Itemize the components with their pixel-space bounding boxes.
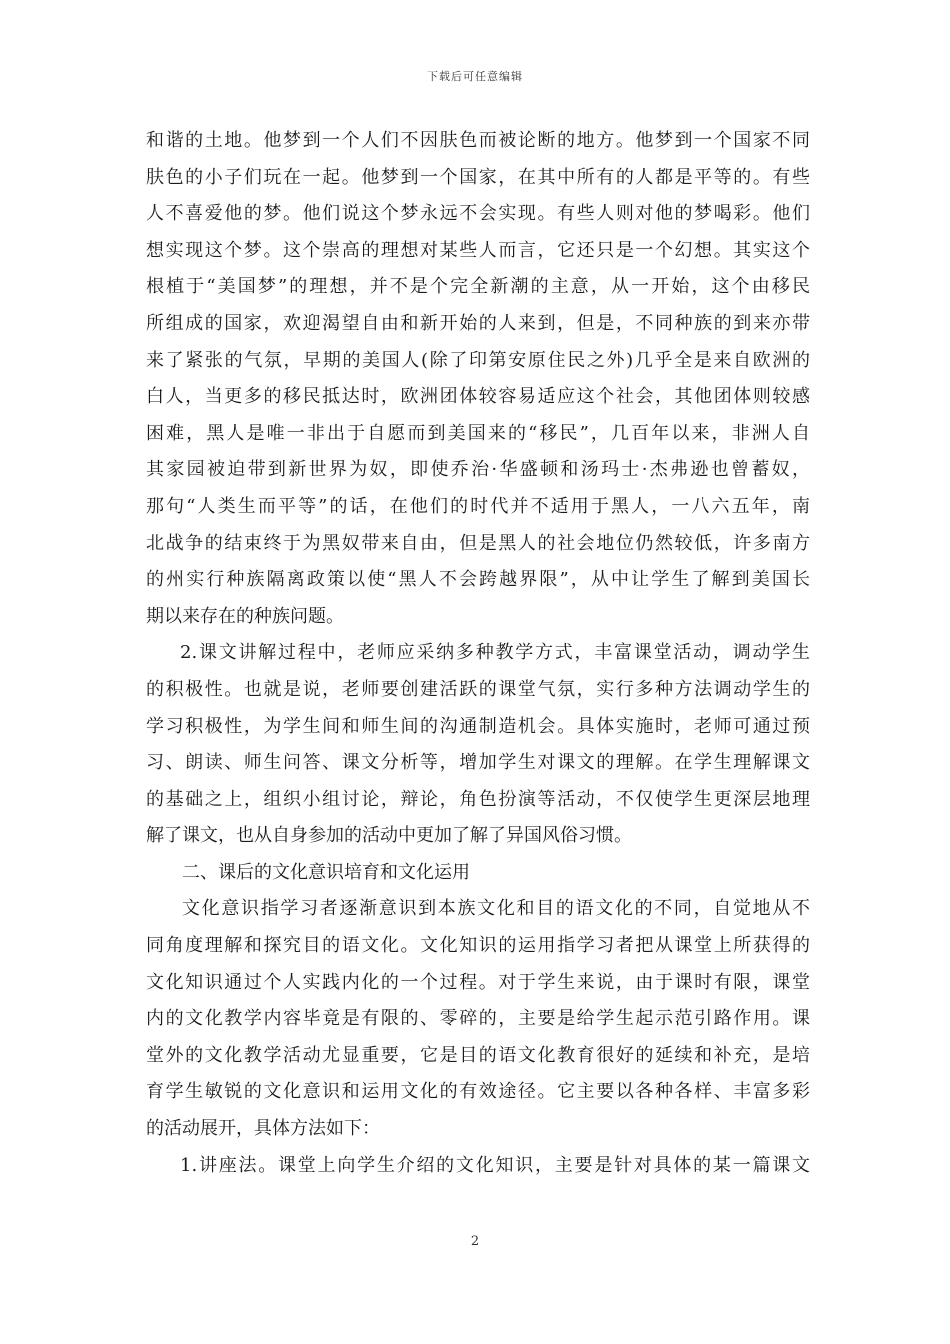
text-line: 那句“人类生而平等”的话，在他们的时代并不适用于黑人，一八六五年，南: [146, 495, 810, 517]
text-line: 同角度理解和探究目的语文化。文化知识的运用指学习者把从课堂上所获得的: [146, 935, 810, 957]
text-line: 解了课文，也从自身参加的活动中更加了解了异国风俗习惯。: [146, 825, 632, 847]
text-line: 所组成的国家，欢迎渴望自由和新开始的人来到，但是，不同种族的到来亦带: [146, 312, 810, 334]
text-line: 内的文化教学内容毕竟是有限的、零碎的，主要是给学生起示范引路作用。课: [146, 1008, 810, 1030]
text-line: 根植于“美国梦”的理想，并不是个完全新潮的主意，从一开始，这个由移民: [146, 276, 810, 298]
text-line: 习、朗读、师生问答、课文分析等，增加学生对课文的理解。在学生理解课文: [146, 752, 810, 774]
document-body: [146, 123, 810, 1184]
text-line: 学习积极性，为学生间和师生间的沟通制造机会。具体实施时，老师可通过预: [146, 715, 810, 737]
text-line: 人不喜爱他的梦。他们说这个梦永远不会实现。有些人则对他的梦喝彩。他们: [146, 203, 810, 225]
text-line: 堂外的文化教学活动尤显重要，它是目的语文化教育很好的延续和补充，是培: [146, 1044, 810, 1066]
text-line: 北战争的结束终于为黑奴带来自由，但是黑人的社会地位仍然较低，许多南方: [146, 532, 810, 554]
text-line: 育学生敏锐的文化意识和运用文化的有效途径。它主要以各种各样、丰富多彩: [146, 1081, 810, 1103]
page-number: 2: [470, 1234, 480, 1249]
text-line: 的州实行种族隔离政策以使“黑人不会跨越界限”，从中让学生了解到美国长: [146, 569, 810, 591]
text-line: 的活动展开，具体方法如下：: [146, 1118, 380, 1140]
paragraph-start-line: 1.讲座法。课堂上向学生介绍的文化知识，主要是针对具体的某一篇课文: [180, 1154, 810, 1176]
text-line: 期以来存在的种族问题。: [146, 605, 344, 627]
text-line: 的基础之上，组织小组讨论，辩论，角色扮演等活动，不仅使学生更深层地理: [146, 788, 810, 810]
text-line: 文化知识通过个人实践内化的一个过程。对于学生来说，由于课时有限，课堂: [146, 971, 810, 993]
page-header: 下载后可任意编辑: [427, 70, 523, 83]
text-line: 来了紧张的气氛，早期的美国人(除了印第安原住民之外)几乎全是来自欧洲的: [146, 349, 810, 371]
text-line: 的积极性。也就是说，老师要创建活跃的课堂气氛，实行多种方法调动学生的: [146, 678, 810, 700]
text-line: 和谐的土地。他梦到一个人们不因肤色而被论断的地方。他梦到一个国家不同: [146, 130, 810, 151]
paragraph-start-line: 2.课文讲解过程中，老师应采纳多种教学方式，丰富课堂活动，调动学生: [180, 642, 810, 664]
text-line: 白人，当更多的移民抵达时，欧洲团体较容易适应这个社会，其他团体则较感: [146, 386, 810, 408]
section-heading: 二、课后的文化意识培育和文化运用: [182, 861, 470, 883]
text-line: 肤色的小子们玩在一起。他梦到一个国家，在其中所有的人都是平等的。有些: [146, 166, 810, 188]
text-line: 想实现这个梦。这个崇高的理想对某些人而言，它还只是一个幻想。其实这个: [146, 239, 810, 261]
paragraph-start-line: 文化意识指学习者逐渐意识到本族文化和目的语文化的不同，自觉地从不: [182, 898, 810, 920]
text-line: 其家园被迫带到新世界为奴，即使乔治·华盛顿和汤玛士·杰弗逊也曾蓄奴，: [146, 459, 810, 481]
text-line: 困难，黑人是唯一非出于自愿而到美国来的“移民”，几百年以来，非洲人自: [146, 422, 810, 444]
